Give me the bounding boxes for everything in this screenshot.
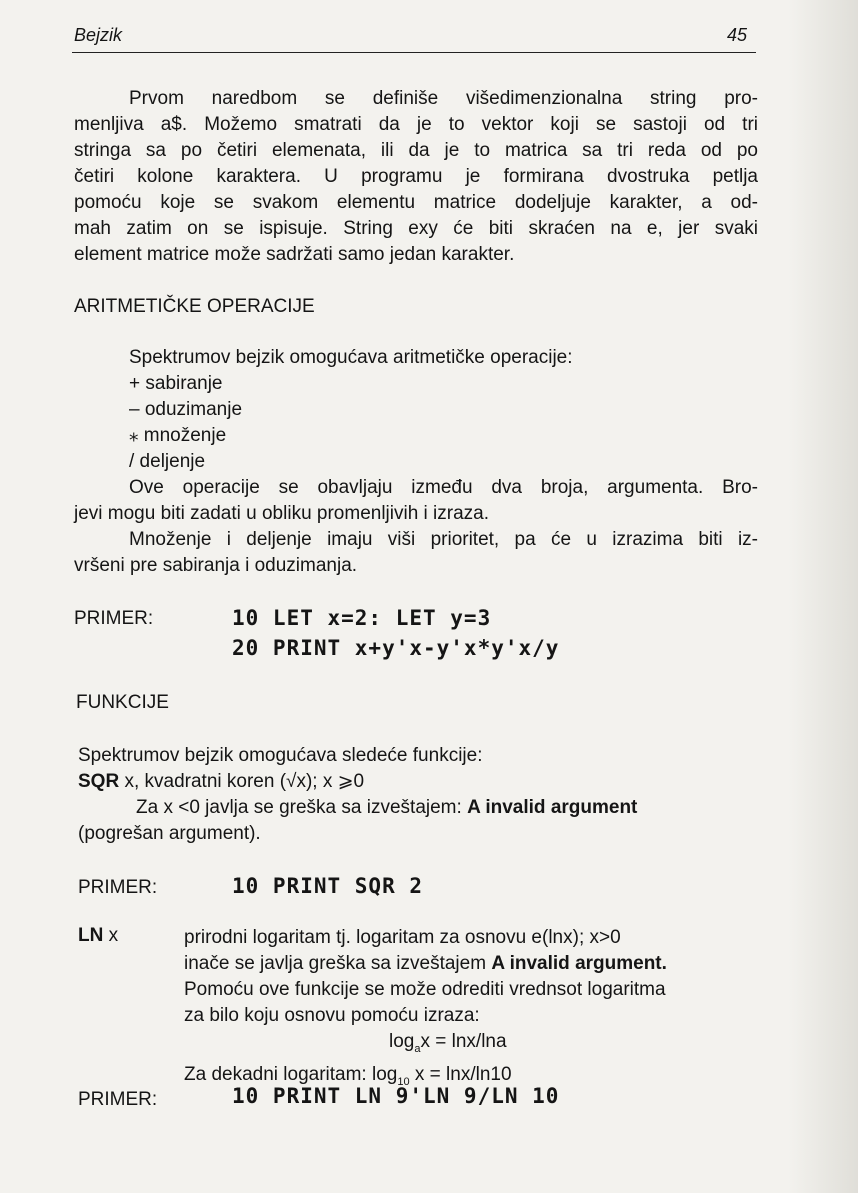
page-edge-shadow [788,0,858,1193]
sqr-error-line [78,795,762,821]
op-mul: ⁎ množenje [129,425,227,446]
example-label-ln: PRIMER: [78,1089,158,1110]
intro-line: stringa sa po četiri elemenata, ili da je to matrica sa tri reda od po [74,140,758,161]
dekadni-line: Za dekadni logaritam: $\log_{10} x = \ln x/\ln 10$ [184,1063,512,1088]
ln-error-text: inače se javlja greška sa izveštajem [184,953,492,974]
arith-line: vršeni pre sabiranja i oduzimanja. [74,555,358,576]
section-heading-arith: ARITMETIČKE OPERACIJE [74,296,315,317]
page-number: 45 [727,25,748,45]
intro-line: menljiva a$. Možemo smatrati da je to vektor koji se sastoji od tri [74,114,758,135]
log-formula: $\log_ax = \ln x/\ln a$ [389,1031,507,1055]
op-sub: – oduzimanje [129,399,243,420]
intro-line: element matrice može sadržati samo jedan karakter. [74,244,515,265]
ln-name-tail: x [103,925,119,946]
sqr-desc: x, kvadratni koren (√x); x ⩾0 [119,771,365,792]
arith-paragraph [74,345,758,579]
ln-description [184,925,758,1095]
sqr-error-bold: A invalid argument [467,797,638,818]
ln-line: prirodni logaritam tj. logaritam za osnovu e(lnx); x>0 [184,927,621,948]
ln-line: za bilo koju osnovu pomoću izraza: [184,1005,480,1026]
op-add: + sabiranje [129,373,223,394]
code-ln: 10 PRINT LN 9'LN 9/LN 10 [232,1084,560,1108]
sqr-error-tail: (pogrešan argument). [78,823,261,844]
header-rule [72,52,756,53]
intro-paragraph [74,86,758,268]
example-label-arith: PRIMER: [74,608,154,629]
running-header-title: Bejzik [74,25,123,45]
arith-line: Ove operacije se obavljaju između dva broja, argumenta. Bro- [129,477,758,498]
ln-line: Pomoću ove funkcije se može odrediti vrednsot logaritma [184,979,666,1000]
ln-line [184,951,758,977]
code-sqr: 10 PRINT SQR 2 [232,874,424,898]
intro-line: mah zatim on se ispisuje. String exy će biti skraćen na e, jer svaki [74,218,758,239]
funk-paragraph [78,743,762,847]
arith-line: Množenje i deljenje imaju viši prioritet, pa će u izrazima biti iz- [129,529,758,550]
section-heading-funk: FUNKCIJE [76,692,169,713]
intro-line: pomoću koje se svakom elementu matrice dodeljuje karakter, a od- [74,192,758,213]
op-div: / deljenje [129,451,206,472]
example-label-sqr: PRIMER: [78,877,158,898]
ln-name: LN [78,925,104,946]
arith-intro: Spektrumov bejzik omogućava aritmetičke operacije: [129,347,573,368]
ln-error-bold: A invalid argument. [491,953,667,974]
intro-line: četiri kolone karaktera. U programu je formirana dvostruka petlja [74,166,758,187]
arith-line: jevi mogu biti zadati u obliku promenljivih i izraza. [74,503,490,524]
ln-term [78,925,118,947]
code-line-2: 20 PRINT x+y'x-y'x*y'x/y [232,636,560,660]
sqr-definition [78,769,762,795]
intro-line: Prvom naredbom se definiše višedimenzionalna string pro- [129,88,758,109]
sqr-error-text: Za x <0 javlja se greška sa izveštajem: [136,797,468,818]
funk-intro: Spektrumov bejzik omogućava sledeće funkcije: [78,745,483,766]
code-line-1: 10 LET x=2: LET y=3 [232,606,492,630]
sqr-name: SQR [78,771,120,792]
